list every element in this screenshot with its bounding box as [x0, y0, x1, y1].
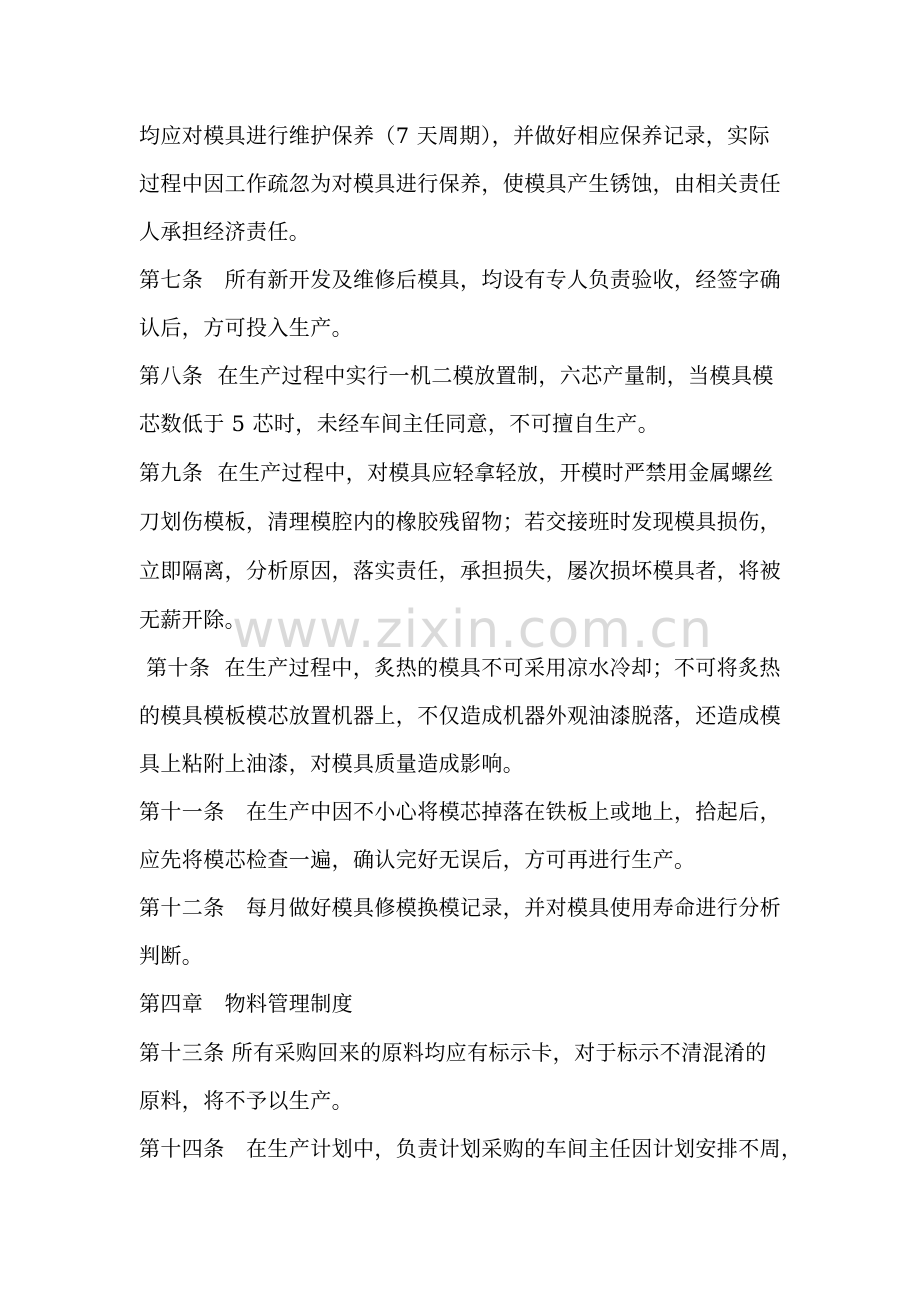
article-13-line: 第十三条 所有采购回来的原料均应有标示卡，对于标示不清混淆的: [139, 1041, 767, 1065]
article-11-line: 第十一条 在生产中因不小心将模芯掉落在铁板上或地上，拾起后，: [139, 800, 781, 824]
text-line: 刀划伤模板，清理模腔内的橡胶残留物；若交接班时发现模具损伤，: [139, 510, 781, 534]
text-line: 原料，将不予以生产。: [139, 1089, 353, 1113]
article-12-line: 第十二条 每月做好模具修模换模记录，并对模具使用寿命进行分析: [139, 896, 781, 920]
chapter-4-heading: 第四章 物料管理制度: [139, 992, 353, 1016]
text-line: 人承担经济责任。: [139, 220, 311, 244]
text-line: 的模具模板模芯放置机器上，不仅造成机器外观油漆脱落，还造成模: [139, 704, 781, 728]
text-line: 立即隔离，分析原因，落实责任，承担损失，屡次损坏模具者，将被: [139, 559, 781, 583]
text-line: 具上粘附上油漆，对模具质量造成影响。: [139, 752, 525, 776]
article-14-line: 第十四条 在生产计划中，负责计划采购的车间主任因计划安排不周，: [139, 1137, 803, 1161]
watermark: www.zixin.com.cn: [232, 600, 713, 660]
text-line: 认后，方可投入生产。: [139, 316, 353, 340]
text-line: 芯数低于 5 芯时，未经车间主任同意，不可擅自生产。: [139, 412, 660, 436]
text-line: 判断。: [139, 944, 204, 968]
article-9-line: 第九条 在生产过程中，对模具应轻拿轻放，开模时严禁用金属螺丝: [139, 461, 774, 485]
article-7-line: 第七条 所有新开发及维修后模具，均设有专人负责验收，经签字确: [139, 268, 781, 292]
article-8-line: 第八条 在生产过程中实行一机二模放置制，六芯产量制，当模具模: [139, 364, 774, 388]
text-line: 无薪开除。: [139, 608, 246, 632]
article-10-line: 第十条 在生产过程中，炙热的模具不可采用凉水冷却；不可将炙热: [139, 656, 781, 680]
text-line: 应先将模芯检查一遍，确认完好无误后，方可再进行生产。: [139, 848, 696, 872]
text-line: 过程中因工作疏忽为对模具进行保养，使模具产生锈蚀，由相关责任: [139, 172, 781, 196]
text-line: 均应对模具进行维护保养（7 天周期），并做好相应保养记录，实际: [139, 124, 770, 148]
